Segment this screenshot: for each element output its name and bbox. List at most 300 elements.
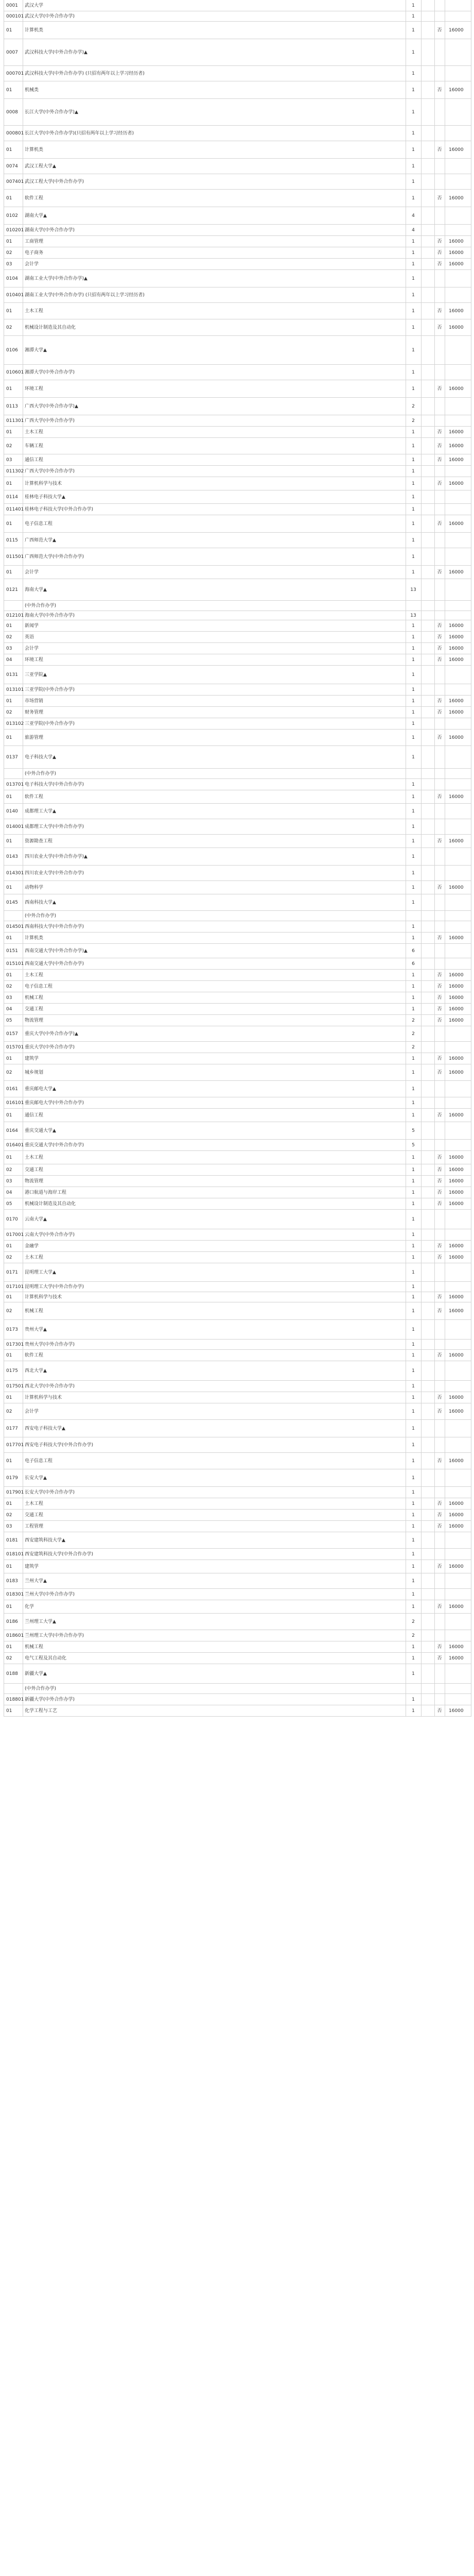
fee-cell bbox=[445, 944, 471, 958]
mark-cell bbox=[434, 1263, 445, 1281]
table-row bbox=[4, 477, 471, 490]
code-cell: 0183 bbox=[6, 1578, 18, 1584]
code-cell: 01 bbox=[6, 794, 12, 800]
mark-cell bbox=[434, 1532, 445, 1548]
mark-cell bbox=[434, 159, 445, 174]
table-row bbox=[4, 1498, 471, 1510]
fee-cell bbox=[445, 601, 471, 611]
table-row bbox=[4, 270, 471, 287]
mark-cell bbox=[434, 0, 445, 11]
code-cell: 01 bbox=[6, 521, 12, 527]
code-cell: 015101 bbox=[6, 961, 24, 967]
table-row bbox=[4, 415, 471, 427]
plan-count-cell: 1 bbox=[412, 179, 415, 184]
name-cell: 物流管理 bbox=[25, 1178, 44, 1184]
mark-cell: 否 bbox=[437, 794, 442, 800]
fee-cell: 16000 bbox=[449, 1655, 464, 1661]
mark-cell bbox=[434, 1694, 445, 1705]
fee-cell: 16000 bbox=[449, 1409, 464, 1414]
plan-count-cell: 1 bbox=[412, 698, 415, 704]
empty-cell bbox=[421, 466, 434, 477]
table-row bbox=[4, 1361, 471, 1381]
plan-count-cell: 13 bbox=[410, 613, 416, 618]
plan-count-cell: 1 bbox=[412, 1352, 415, 1358]
name-cell: 土木工程 bbox=[25, 1155, 44, 1160]
empty-cell bbox=[421, 303, 434, 319]
table-row bbox=[4, 1340, 471, 1350]
empty-cell bbox=[421, 207, 434, 224]
table-row bbox=[4, 66, 471, 81]
empty-cell bbox=[421, 1042, 434, 1053]
mark-cell bbox=[434, 1630, 445, 1641]
table-row bbox=[4, 225, 471, 236]
name-cell: 财务管理 bbox=[25, 709, 44, 715]
table-row bbox=[4, 1469, 471, 1487]
table-row bbox=[4, 303, 471, 319]
code-cell: 01 bbox=[6, 623, 12, 629]
plan-count-cell: 1 bbox=[412, 1426, 415, 1431]
table-row bbox=[4, 746, 471, 769]
empty-cell bbox=[421, 804, 434, 819]
mark-cell: 否 bbox=[437, 1070, 442, 1075]
fee-cell bbox=[445, 207, 471, 224]
fee-cell bbox=[445, 684, 471, 695]
empty-cell bbox=[421, 1015, 434, 1026]
plan-count-cell: 1 bbox=[412, 276, 415, 281]
code-cell: 018101 bbox=[6, 1551, 24, 1557]
empty-cell bbox=[421, 1064, 434, 1080]
fee-cell bbox=[445, 804, 471, 819]
mark-cell: 否 bbox=[437, 995, 442, 1001]
mark-cell: 否 bbox=[437, 1708, 442, 1714]
plan-count-cell: 1 bbox=[412, 386, 415, 392]
table-row bbox=[4, 1151, 471, 1164]
table-row bbox=[4, 894, 471, 911]
code-cell: 02 bbox=[6, 250, 12, 256]
mark-cell: 否 bbox=[437, 1155, 442, 1160]
plan-count-cell: 1 bbox=[412, 754, 415, 760]
mark-cell bbox=[434, 684, 445, 695]
mark-cell: 否 bbox=[437, 481, 442, 486]
empty-cell bbox=[421, 398, 434, 415]
empty-cell bbox=[421, 39, 434, 65]
empty-cell bbox=[421, 1109, 434, 1122]
name-cell: 海南大学▲ bbox=[25, 587, 47, 592]
empty-cell bbox=[421, 141, 434, 158]
name-cell: 四川农业大学(中外合作办学)▲ bbox=[25, 854, 87, 859]
name-cell: 机械工程 bbox=[25, 995, 44, 1001]
name-cell: 重庆邮电大学▲ bbox=[25, 1086, 56, 1092]
name-cell: 四川农业大学(中外合作办学) bbox=[25, 870, 84, 876]
plan-count-cell: 1 bbox=[412, 885, 415, 890]
table-row bbox=[4, 490, 471, 504]
plan-count-cell: 1 bbox=[412, 506, 415, 512]
fee-cell: 16000 bbox=[449, 239, 464, 244]
name-cell: 云南大学(中外合作办学) bbox=[25, 1232, 75, 1238]
mark-cell: 否 bbox=[437, 1458, 442, 1464]
plan-count-cell: 1 bbox=[412, 1697, 415, 1702]
empty-cell bbox=[421, 380, 434, 397]
plan-count-cell: 1 bbox=[412, 1458, 415, 1464]
name-cell: 重庆邮电大学(中外合作办学) bbox=[25, 1100, 84, 1106]
table-row bbox=[4, 174, 471, 190]
fee-cell: 16000 bbox=[449, 386, 464, 392]
name-cell: 通信工程 bbox=[25, 1112, 44, 1118]
name-cell: 桂林电子科技大学(中外合作办学) bbox=[25, 506, 94, 512]
name-cell: 兰州大学(中外合作办学) bbox=[25, 1591, 75, 1597]
plan-count-cell: 1 bbox=[412, 71, 415, 76]
fee-cell: 16000 bbox=[449, 1644, 464, 1650]
empty-cell bbox=[421, 259, 434, 269]
mark-cell bbox=[434, 779, 445, 790]
empty-cell bbox=[421, 1560, 434, 1573]
mark-cell: 否 bbox=[437, 1178, 442, 1184]
fee-cell: 16000 bbox=[449, 1178, 464, 1184]
empty-cell bbox=[421, 365, 434, 380]
plan-count-cell: 5 bbox=[412, 1142, 415, 1148]
code-cell: 0104 bbox=[6, 276, 18, 281]
table-row bbox=[4, 1081, 471, 1097]
fee-cell bbox=[445, 336, 471, 364]
table-row bbox=[4, 1282, 471, 1292]
fee-cell bbox=[445, 39, 471, 65]
plan-count-cell: 1 bbox=[412, 1178, 415, 1184]
fee-cell: 16000 bbox=[449, 1056, 464, 1061]
table-row bbox=[4, 0, 471, 11]
empty-cell bbox=[421, 1026, 434, 1041]
code-cell: 011501 bbox=[6, 554, 24, 560]
mark-cell bbox=[434, 848, 445, 865]
plan-count-cell: 1 bbox=[412, 239, 415, 244]
mark-cell bbox=[434, 336, 445, 364]
mark-cell: 否 bbox=[437, 27, 442, 33]
mark-cell bbox=[434, 804, 445, 819]
name-cell: 湖南工业大学(中外合作办学)▲ bbox=[25, 276, 87, 281]
code-cell: 01 bbox=[6, 481, 12, 486]
table-row bbox=[4, 1532, 471, 1549]
empty-cell bbox=[421, 1004, 434, 1014]
code-cell: 0164 bbox=[6, 1128, 18, 1133]
fee-cell bbox=[445, 415, 471, 426]
name-cell: 工程管理 bbox=[25, 1523, 44, 1529]
code-cell: 01 bbox=[6, 1352, 12, 1358]
code-cell: 0151 bbox=[6, 948, 18, 954]
fee-cell bbox=[445, 1589, 471, 1600]
empty-cell bbox=[421, 1176, 434, 1187]
plan-count-cell: 1 bbox=[412, 1327, 415, 1332]
code-cell: 012101 bbox=[6, 613, 24, 618]
plan-count-cell: 6 bbox=[412, 948, 415, 954]
code-cell: 01 bbox=[6, 1112, 12, 1118]
mark-cell bbox=[434, 504, 445, 515]
code-cell: 0161 bbox=[6, 1086, 18, 1092]
fee-cell: 16000 bbox=[449, 569, 464, 575]
fee-cell bbox=[445, 1684, 471, 1693]
fee-cell bbox=[445, 1487, 471, 1498]
name-cell: 西北大学(中外合作办学) bbox=[25, 1383, 75, 1389]
code-cell: 03 bbox=[6, 1523, 12, 1529]
empty-cell bbox=[421, 533, 434, 548]
empty-cell bbox=[421, 490, 434, 503]
table-row bbox=[4, 287, 471, 303]
plan-count-cell: 2 bbox=[412, 1619, 415, 1624]
empty-cell bbox=[421, 911, 434, 921]
empty-cell bbox=[421, 1392, 434, 1403]
plan-count-cell: 1 bbox=[412, 1056, 415, 1061]
plan-count-cell: 1 bbox=[412, 794, 415, 800]
table-row bbox=[4, 632, 471, 643]
mark-cell: 否 bbox=[437, 1564, 442, 1569]
empty-cell bbox=[421, 666, 434, 684]
name-cell: 湘潭大学▲ bbox=[25, 347, 47, 353]
mark-cell bbox=[434, 39, 445, 65]
plan-count-cell: 1 bbox=[412, 687, 415, 692]
name-cell: 西南科技大学(中外合作办学) bbox=[25, 924, 84, 929]
code-cell bbox=[4, 769, 23, 778]
name-cell: 广西师范大学▲ bbox=[25, 537, 56, 543]
name-cell: 电子商务 bbox=[25, 250, 44, 256]
name-cell: 西安电子科技大学(中外合作办学) bbox=[25, 1442, 94, 1448]
code-cell: 013101 bbox=[6, 687, 24, 692]
mark-cell: 否 bbox=[437, 1395, 442, 1400]
plan-count-cell: 6 bbox=[412, 961, 415, 967]
mark-cell: 否 bbox=[437, 1604, 442, 1609]
code-cell: 017001 bbox=[6, 1232, 24, 1238]
empty-cell bbox=[421, 707, 434, 718]
plan-count-cell bbox=[406, 601, 421, 611]
plan-count-cell: 1 bbox=[412, 1442, 415, 1448]
mark-cell bbox=[434, 579, 445, 600]
code-cell: 018301 bbox=[6, 1591, 24, 1597]
fee-cell bbox=[445, 769, 471, 778]
fee-cell bbox=[445, 848, 471, 865]
name-cell: 长安大学▲ bbox=[25, 1475, 47, 1481]
table-row bbox=[4, 1210, 471, 1229]
empty-cell bbox=[421, 1241, 434, 1251]
empty-cell bbox=[421, 22, 434, 39]
code-cell: 000101 bbox=[6, 13, 24, 19]
name-cell: 西北大学▲ bbox=[25, 1368, 47, 1374]
name-cell: 广西大学(中外合作办学)▲ bbox=[25, 403, 78, 409]
plan-count-cell: 1 bbox=[412, 569, 415, 575]
table-row bbox=[4, 1614, 471, 1630]
mark-cell bbox=[434, 490, 445, 503]
code-cell: 01 bbox=[6, 972, 12, 978]
fee-cell bbox=[445, 1282, 471, 1292]
code-cell: 0115 bbox=[6, 537, 18, 543]
plan-count-cell: 1 bbox=[412, 808, 415, 814]
table-row bbox=[4, 1694, 471, 1705]
name-cell: 湖南大学(中外合作办学) bbox=[25, 227, 75, 233]
mark-cell: 否 bbox=[437, 1201, 442, 1207]
code-cell: 01 bbox=[6, 735, 12, 740]
empty-cell bbox=[421, 981, 434, 992]
fee-cell: 16000 bbox=[449, 1604, 464, 1609]
plan-count-cell: 1 bbox=[412, 1644, 415, 1650]
name-cell: 长安大学(中外合作办学) bbox=[25, 1489, 75, 1495]
code-cell: 01 bbox=[6, 1395, 12, 1400]
plan-count-cell: 1 bbox=[412, 109, 415, 115]
code-cell: 01 bbox=[6, 1294, 12, 1300]
table-row bbox=[4, 1292, 471, 1302]
code-cell: 0173 bbox=[6, 1327, 18, 1332]
code-cell: 01 bbox=[6, 308, 12, 314]
code-cell: 016101 bbox=[6, 1100, 24, 1106]
table-row bbox=[4, 259, 471, 270]
plan-count-cell: 1 bbox=[412, 195, 415, 201]
code-cell: 01 bbox=[6, 1458, 12, 1464]
plan-count-cell: 1 bbox=[412, 147, 415, 152]
empty-cell bbox=[421, 1420, 434, 1437]
fee-cell: 16000 bbox=[449, 885, 464, 890]
fee-cell: 16000 bbox=[449, 794, 464, 800]
fee-cell bbox=[445, 365, 471, 380]
code-cell: 000801 bbox=[6, 130, 24, 136]
plan-count-cell: 1 bbox=[412, 1216, 415, 1222]
mark-cell: 否 bbox=[437, 1409, 442, 1414]
name-cell: 会计学 bbox=[25, 646, 39, 651]
table-row bbox=[4, 398, 471, 415]
name-cell: 长江大学(中外合作办学)(只招有两年以上学习经历者) bbox=[25, 130, 134, 136]
name-cell: 动物科学 bbox=[25, 885, 44, 890]
fee-cell bbox=[445, 779, 471, 790]
empty-cell bbox=[421, 427, 434, 437]
table-row bbox=[4, 970, 471, 981]
mark-cell: 否 bbox=[437, 1294, 442, 1300]
plan-count-cell: 1 bbox=[412, 1190, 415, 1195]
code-cell: 01 bbox=[6, 1155, 12, 1160]
fee-cell: 16000 bbox=[449, 1167, 464, 1173]
mark-cell bbox=[434, 666, 445, 684]
empty-cell bbox=[421, 11, 434, 21]
empty-cell bbox=[421, 579, 434, 600]
table-row bbox=[4, 1320, 471, 1340]
code-cell: 02 bbox=[6, 1655, 12, 1661]
code-cell: 014001 bbox=[6, 824, 24, 829]
name-cell: 金融学 bbox=[25, 1243, 39, 1249]
name-cell: 计算机科学与技术 bbox=[25, 481, 62, 486]
table-row bbox=[4, 1109, 471, 1122]
plan-count-cell bbox=[406, 1684, 421, 1693]
fee-cell bbox=[445, 66, 471, 81]
fee-cell bbox=[445, 1340, 471, 1349]
name-cell: 物流管理 bbox=[25, 1018, 44, 1023]
table-row bbox=[4, 207, 471, 225]
plan-count-cell: 2 bbox=[412, 1018, 415, 1023]
plan-count-cell: 2 bbox=[412, 418, 415, 423]
table-row bbox=[4, 22, 471, 39]
empty-cell bbox=[421, 1684, 434, 1693]
table-row bbox=[4, 804, 471, 819]
table-row bbox=[4, 684, 471, 696]
empty-cell bbox=[421, 1487, 434, 1498]
fee-cell bbox=[445, 1361, 471, 1380]
empty-cell bbox=[421, 1705, 434, 1716]
code-cell: 04 bbox=[6, 1006, 12, 1012]
fee-cell bbox=[445, 1630, 471, 1641]
mark-cell: 否 bbox=[437, 1243, 442, 1249]
table-row bbox=[4, 141, 471, 159]
name-cell: 通信工程 bbox=[25, 457, 44, 463]
mark-cell bbox=[434, 1282, 445, 1292]
mark-cell bbox=[434, 415, 445, 426]
empty-cell bbox=[421, 1498, 434, 1509]
empty-cell bbox=[421, 1510, 434, 1520]
code-cell bbox=[4, 911, 23, 921]
plan-count-cell: 1 bbox=[412, 1501, 415, 1506]
plan-count-cell: 1 bbox=[412, 634, 415, 640]
mark-cell bbox=[434, 11, 445, 21]
code-cell: 010201 bbox=[6, 227, 24, 233]
table-row bbox=[4, 1560, 471, 1573]
empty-cell bbox=[421, 190, 434, 207]
plan-count-cell: 1 bbox=[412, 3, 415, 8]
mark-cell: 否 bbox=[437, 1167, 442, 1173]
fee-cell: 16000 bbox=[449, 429, 464, 435]
code-cell: 0188 bbox=[6, 1671, 18, 1676]
plan-count-cell: 1 bbox=[412, 537, 415, 543]
name-cell: 电气工程及其自动化 bbox=[25, 1655, 67, 1661]
plan-count-cell: 1 bbox=[412, 554, 415, 560]
empty-cell bbox=[421, 921, 434, 932]
mark-cell: 否 bbox=[437, 250, 442, 256]
fee-cell: 16000 bbox=[449, 935, 464, 941]
plan-count-cell: 1 bbox=[412, 429, 415, 435]
empty-cell bbox=[421, 866, 434, 880]
table-row bbox=[4, 1064, 471, 1081]
table-row bbox=[4, 1573, 471, 1589]
name-cell: 西南科技大学▲ bbox=[25, 900, 56, 905]
plan-count-cell: 1 bbox=[412, 13, 415, 19]
code-cell: 01 bbox=[6, 27, 12, 33]
name-cell: 电子科技大学(中外合作办学) bbox=[25, 782, 84, 787]
table-row bbox=[4, 1026, 471, 1042]
name-cell: 交通工程 bbox=[25, 1167, 44, 1173]
code-cell: 010601 bbox=[6, 369, 24, 375]
fee-cell bbox=[445, 1664, 471, 1683]
name-cell: (中外合作办学) bbox=[25, 913, 57, 919]
fee-cell: 16000 bbox=[449, 646, 464, 651]
table-row bbox=[4, 611, 471, 620]
table-row bbox=[4, 1600, 471, 1614]
mark-cell bbox=[434, 174, 445, 189]
fee-cell: 16000 bbox=[449, 1006, 464, 1012]
mark-cell bbox=[434, 958, 445, 969]
name-cell: 资源勘查工程 bbox=[25, 838, 53, 844]
code-cell: 0008 bbox=[6, 109, 18, 115]
mark-cell bbox=[434, 1340, 445, 1349]
plan-count-cell: 1 bbox=[412, 900, 415, 905]
empty-cell bbox=[421, 515, 434, 532]
empty-cell bbox=[421, 1081, 434, 1097]
mark-cell: 否 bbox=[437, 634, 442, 640]
table-row bbox=[4, 515, 471, 533]
table-row bbox=[4, 1053, 471, 1064]
fee-cell: 16000 bbox=[449, 1308, 464, 1314]
code-cell: 0074 bbox=[6, 163, 18, 169]
mark-cell: 否 bbox=[437, 1190, 442, 1195]
name-cell: 武汉大学 bbox=[25, 3, 44, 8]
table-row bbox=[4, 1252, 471, 1263]
fee-cell bbox=[445, 490, 471, 503]
code-cell: 02 bbox=[6, 1070, 12, 1075]
mark-cell bbox=[434, 1229, 445, 1240]
empty-cell bbox=[421, 1320, 434, 1339]
empty-cell bbox=[421, 477, 434, 490]
fee-cell bbox=[445, 174, 471, 189]
name-cell: 西南交通大学(中外合作办学) bbox=[25, 961, 84, 967]
plan-count-cell: 1 bbox=[412, 27, 415, 33]
